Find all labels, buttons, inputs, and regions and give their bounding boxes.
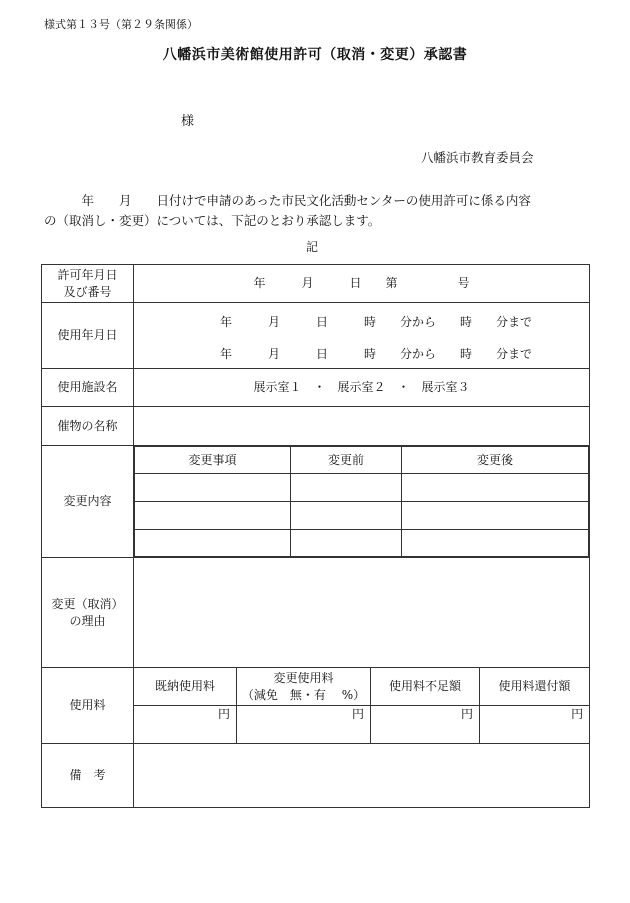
permit-label <box>42 265 134 303</box>
reason-label-line1: 変更（取消） <box>51 596 124 611</box>
form-title: 八幡浜市美術館使用許可（取消・変更）承認書 <box>162 47 468 63</box>
change-before-field[interactable] <box>291 474 402 502</box>
permit-label-line2: 及び番号 <box>63 284 112 299</box>
change-row <box>135 474 589 502</box>
event-name-field[interactable] <box>134 407 590 446</box>
fee-header-shortfall: 使用料不足額 <box>371 668 480 706</box>
row-reason <box>42 558 590 668</box>
body-line-2: の（取消し・変更）については、下記のとおり承認します。 <box>44 213 381 228</box>
change-header-row <box>135 447 589 474</box>
row-remarks <box>42 744 590 808</box>
approval-form-table <box>41 264 590 808</box>
permit-value: 年 月 日 第 号 <box>253 276 470 290</box>
yen-unit: 円 <box>351 707 364 721</box>
body-text <box>44 191 592 231</box>
fee-changed-field[interactable] <box>237 706 371 744</box>
row-event <box>42 407 590 446</box>
facility-options: 展示室１ ・ 展示室２ ・ 展示室３ <box>253 380 470 394</box>
row-fee-header <box>42 668 590 706</box>
remarks-field[interactable] <box>134 744 590 808</box>
fee-header-changed <box>237 668 371 706</box>
reason-field[interactable] <box>134 558 590 668</box>
change-item-field[interactable] <box>135 502 291 530</box>
permit-value-field[interactable] <box>134 265 590 303</box>
change-header-before: 変更前 <box>291 447 402 474</box>
row-permit <box>42 265 590 303</box>
use-date-line-1: 年 月 日 時 分から 時 分まで <box>220 314 533 329</box>
change-before-field[interactable] <box>291 530 402 557</box>
reason-label <box>42 558 134 668</box>
fee-shortfall-field[interactable] <box>371 706 480 744</box>
fee-header-changed-line2: （減免 無・有 %） <box>241 687 366 702</box>
use-date-field[interactable] <box>134 303 590 369</box>
change-details-table <box>134 446 589 557</box>
fee-header-changed-line1: 変更使用料 <box>273 670 334 685</box>
row-facility <box>42 369 590 407</box>
fee-paid-field[interactable] <box>134 706 237 744</box>
yen-unit: 円 <box>460 707 473 721</box>
remarks-label-text: 備 考 <box>69 768 106 782</box>
use-date-line-2: 年 月 日 時 分から 時 分まで <box>220 346 533 361</box>
fee-header-refund: 使用料還付額 <box>480 668 590 706</box>
change-after-field[interactable] <box>402 530 589 557</box>
use-date-label: 使用年月日 <box>42 303 134 369</box>
form-number: 様式第１３号（第２９条関係） <box>44 18 198 31</box>
row-change <box>42 446 590 558</box>
change-after-field[interactable] <box>402 502 589 530</box>
issuer: 八幡浜市教育委員会 <box>421 150 534 165</box>
yen-unit: 円 <box>571 707 584 721</box>
fee-refund-field[interactable] <box>480 706 590 744</box>
remarks-label <box>42 744 134 808</box>
ki-heading: 記 <box>306 240 319 254</box>
fee-header-paid: 既納使用料 <box>134 668 237 706</box>
change-header-after: 変更後 <box>402 447 589 474</box>
facility-field[interactable] <box>134 369 590 407</box>
body-line-1: 年 月 日付けで申請のあった市民文化活動センターの使用許可に係る内容 <box>44 193 531 208</box>
change-after-field[interactable] <box>402 474 589 502</box>
event-label: 催物の名称 <box>42 407 134 446</box>
change-row <box>135 530 589 557</box>
row-use-date <box>42 303 590 369</box>
fee-label: 使用料 <box>42 668 134 744</box>
change-details-cell <box>134 446 590 558</box>
change-item-field[interactable] <box>135 530 291 557</box>
addressee-suffix: 様 <box>181 114 195 129</box>
change-label: 変更内容 <box>42 446 134 558</box>
change-header-item: 変更事項 <box>135 447 291 474</box>
facility-label: 使用施設名 <box>42 369 134 407</box>
permit-label-line1: 許可年月日 <box>57 267 118 282</box>
yen-unit: 円 <box>217 707 230 721</box>
reason-label-line2: の理由 <box>69 613 106 628</box>
change-row <box>135 502 589 530</box>
change-item-field[interactable] <box>135 474 291 502</box>
change-before-field[interactable] <box>291 502 402 530</box>
